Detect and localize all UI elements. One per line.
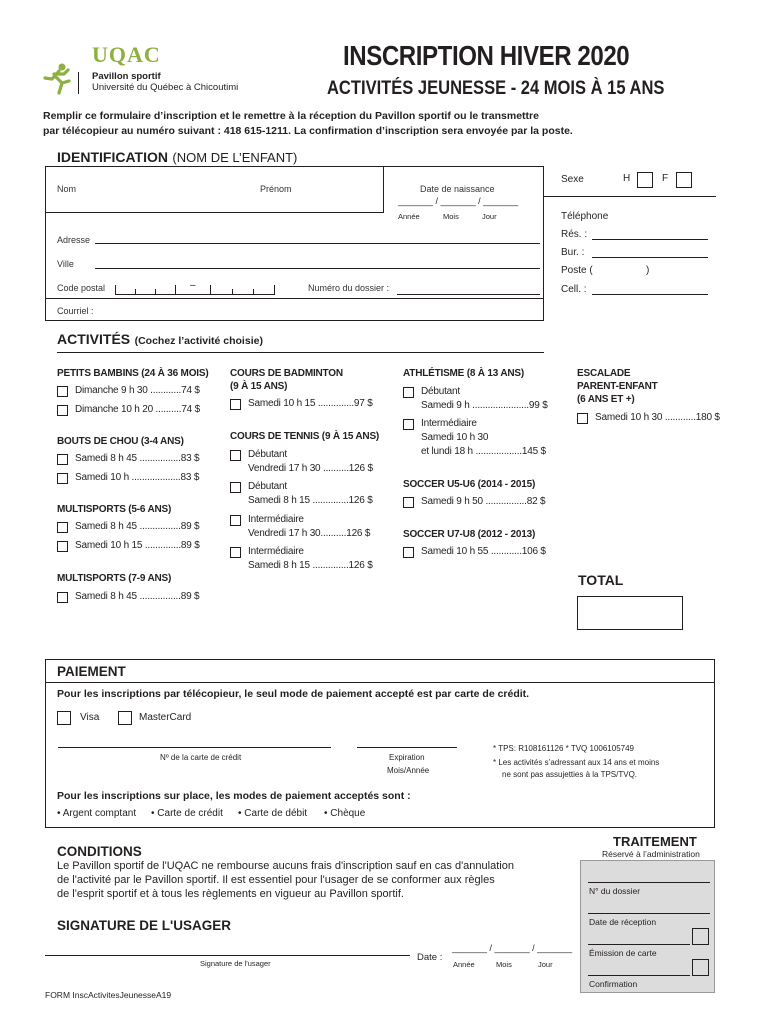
athletisme-2-checkbox[interactable] <box>403 419 414 430</box>
multisports-56-2-checkbox[interactable] <box>57 541 68 552</box>
code-postal-label: Code postal <box>57 283 106 293</box>
athletisme-heading: ATHLÉTISME (8 À 13 ANS) <box>403 368 524 379</box>
visa-label: Visa <box>80 712 100 723</box>
date-reception-label: Date de réception <box>589 917 657 927</box>
sexe-h-checkbox[interactable] <box>637 172 653 188</box>
telephone-label: Téléphone <box>561 211 609 222</box>
mastercard-checkbox[interactable] <box>118 711 132 725</box>
petits-bambins-2-label: Dimanche 10 h 20 ..........74 $ <box>75 404 200 415</box>
date-annee-label: Année <box>398 212 420 221</box>
cell-field[interactable] <box>592 294 708 295</box>
identification-title: IDENTIFICATION (NOM DE L’ENFANT) <box>57 149 298 165</box>
ville-field[interactable] <box>95 268 540 269</box>
tennis-3-level: Intermédiaire <box>248 514 304 525</box>
mode-cheque: • Chèque <box>324 808 366 819</box>
mois-annee-label: Mois/Année <box>387 766 430 775</box>
date-naissance-field[interactable]: _______ / _______ / _______ <box>398 196 519 206</box>
poste-close: ) <box>646 265 650 276</box>
numero-dossier-label: Numéro du dossier : <box>308 283 390 293</box>
tennis-2-checkbox[interactable] <box>230 482 241 493</box>
page-title: INSCRIPTION HIVER 2020 <box>343 40 630 71</box>
adresse-label: Adresse <box>57 235 91 245</box>
logo-line2: Université du Québec à Chicoutimi <box>92 82 239 93</box>
confirmation-checkbox[interactable] <box>692 959 709 976</box>
soccer-u7-heading: SOCCER U7-U8 (2012 - 2013) <box>403 529 536 540</box>
ville-label: Ville <box>57 259 74 269</box>
nom-label: Nom <box>57 184 77 194</box>
tennis-2-level: Débutant <box>248 481 287 492</box>
signature-date-label: Date : <box>417 952 443 963</box>
petits-bambins-1-label: Dimanche 9 h 30 ............74 $ <box>75 385 200 396</box>
visa-checkbox[interactable] <box>57 711 71 725</box>
total-label: TOTAL <box>578 572 624 588</box>
multisports-56-1-label: Samedi 8 h 45 ................89 $ <box>75 521 200 532</box>
traitement-title: TRAITEMENT <box>613 834 697 849</box>
signature-field[interactable] <box>45 955 410 956</box>
credit-card-number-field[interactable] <box>58 747 331 748</box>
petits-bambins-1-checkbox[interactable] <box>57 386 68 397</box>
no-dossier-label: N° du dossier <box>589 886 641 896</box>
date-naissance-label: Date de naissance <box>420 184 495 194</box>
multisports-56-heading: MULTISPORTS (5-6 ANS) <box>57 504 172 515</box>
escalade-checkbox[interactable] <box>577 413 588 424</box>
nom-field[interactable] <box>57 196 257 210</box>
soccer-u5-heading: SOCCER U5-U6 (2014 - 2015) <box>403 479 536 490</box>
emission-carte-label: Émission de carte <box>589 948 657 958</box>
bouts-de-chou-1-checkbox[interactable] <box>57 454 68 465</box>
tennis-3-checkbox[interactable] <box>230 515 241 526</box>
signature-jour-label: Jour <box>538 960 553 969</box>
multisports-56-1-checkbox[interactable] <box>57 522 68 533</box>
tennis-heading: COURS DE TENNIS (9 À 15 ANS) <box>230 431 380 442</box>
bur-field[interactable] <box>592 257 708 258</box>
petits-bambins-2-checkbox[interactable] <box>57 405 68 416</box>
athletisme-1-checkbox[interactable] <box>403 387 414 398</box>
soccer-u7-label: Samedi 10 h 55 ............106 $ <box>421 546 546 557</box>
multisports-56-2-label: Samedi 10 h 15 ..............89 $ <box>75 540 200 551</box>
bouts-de-chou-2-checkbox[interactable] <box>57 473 68 484</box>
soccer-u7-checkbox[interactable] <box>403 547 414 558</box>
escalade-heading: ESCALADE <box>577 368 631 379</box>
mode-debit: • Carte de débit <box>238 808 308 819</box>
athletisme-2-time: Samedi 10 h 30 <box>421 432 489 443</box>
paiement-title: PAIEMENT <box>57 664 126 679</box>
athletisme-2-label: et lundi 18 h ..................145 $ <box>421 446 546 457</box>
multisports-79-heading: MULTISPORTS (7-9 ANS) <box>57 573 172 584</box>
tps-tvq: * TPS: R108161126 * TVQ 1006105749 <box>493 744 634 753</box>
mode-cash: • Argent comptant <box>57 808 137 819</box>
res-label: Rés. : <box>561 229 588 240</box>
activites-title: ACTIVITÉS (Cochez l’activité choisie) <box>57 331 263 347</box>
soccer-u5-label: Samedi 9 h 50 ................82 $ <box>421 496 546 507</box>
conditions-line2: de l'activité par le Pavillon sportif. Il est essentiel pour l'usager de se conformer aux règles <box>57 874 495 886</box>
mastercard-label: MasterCard <box>139 712 192 723</box>
courriel-label: Courriel : <box>57 306 94 316</box>
tennis-1-checkbox[interactable] <box>230 450 241 461</box>
bur-label: Bur. : <box>561 247 585 258</box>
prenom-label: Prénom <box>260 184 292 194</box>
athletisme-1-level: Débutant <box>421 386 460 397</box>
logo-wordmark: UQAC <box>92 42 161 67</box>
sexe-h-label: H <box>623 173 631 184</box>
tennis-3-label: Vendredi 17 h 30..........126 $ <box>248 528 371 539</box>
badminton-heading: COURS DE BADMINTON <box>230 368 343 379</box>
poste-field[interactable] <box>600 263 644 277</box>
signature-mois-label: Mois <box>496 960 512 969</box>
date-jour-label: Jour <box>482 212 497 221</box>
adresse-field[interactable] <box>95 243 540 244</box>
runner-icon <box>42 62 72 96</box>
intro-line1: Remplir ce formulaire d’inscription et le remettre à la réception du Pavillon sportif ou le transmettre <box>43 110 539 122</box>
date-mois-label: Mois <box>443 212 459 221</box>
escalade-age: (6 ANS ET +) <box>577 394 635 405</box>
traitement-reserved: Réservé à l’administration <box>602 849 700 859</box>
res-field[interactable] <box>592 239 708 240</box>
tennis-4-checkbox[interactable] <box>230 547 241 558</box>
bouts-de-chou-heading: BOUTS DE CHOU (3-4 ANS) <box>57 436 184 447</box>
sexe-f-checkbox[interactable] <box>676 172 692 188</box>
no-dossier-field[interactable] <box>588 882 710 883</box>
date-reception-field[interactable] <box>588 913 710 914</box>
bouts-de-chou-1-label: Samedi 8 h 45 ................83 $ <box>75 453 200 464</box>
signature-title: SIGNATURE DE L'USAGER <box>57 918 231 933</box>
tax-note-1: * Les activités s’adressant aux 14 ans et moins <box>493 758 660 767</box>
credit-card-number-label: Nº de la carte de crédit <box>160 753 242 762</box>
poste-label: Poste ( <box>561 265 593 276</box>
expiration-label: Expiration <box>389 753 425 762</box>
sexe-label: Sexe <box>561 174 584 185</box>
athletisme-2-level: Intermédiaire <box>421 418 477 429</box>
multisports-79-1-checkbox[interactable] <box>57 592 68 603</box>
expiration-field[interactable] <box>357 747 457 748</box>
athletisme-1-label: Samedi 9 h ......................99 $ <box>421 400 548 411</box>
form-id: FORM InscActivitesJeunesseA19 <box>45 990 172 1000</box>
conditions-line1: Le Pavillon sportif de l'UQAC ne rembourse aucuns frais d'inscription sauf en cas d'annulation <box>57 860 514 872</box>
logo-line1: Pavillon sportif <box>92 71 161 82</box>
prenom-field[interactable] <box>260 196 380 210</box>
badminton-age: (9 À 15 ANS) <box>230 381 288 392</box>
signature-annee-label: Année <box>453 960 475 969</box>
total-field[interactable] <box>577 596 683 630</box>
emission-carte-checkbox[interactable] <box>692 928 709 945</box>
tennis-4-level: Intermédiaire <box>248 546 304 557</box>
tennis-2-label: Samedi 8 h 15 ..............126 $ <box>248 495 373 506</box>
conditions-line3: de l'esprit sportif et à tous les règlements en vigueur au Pavillon sportif. <box>57 888 404 900</box>
fax-note: Pour les inscriptions par télécopieur, le seul mode de paiement accepté est par carte de crédit. <box>57 688 530 700</box>
tax-note-2: ne sont pas assujetties à la TPS/TVQ. <box>502 770 638 779</box>
multisports-79-1-label: Samedi 8 h 45 ................89 $ <box>75 591 200 602</box>
signature-date-field[interactable]: _______ / _______ / _______ <box>452 943 573 953</box>
numero-dossier-field[interactable] <box>397 294 540 295</box>
bouts-de-chou-2-label: Samedi 10 h ...................83 $ <box>75 472 200 483</box>
confirmation-label: Confirmation <box>589 979 638 989</box>
courriel-field[interactable] <box>100 303 540 317</box>
conditions-title: CONDITIONS <box>57 844 142 859</box>
escalade-label: Samedi 10 h 30 ............180 $ <box>595 412 720 423</box>
badminton-label: Samedi 10 h 15 ..............97 $ <box>248 398 373 409</box>
cell-label: Cell. : <box>561 284 587 295</box>
onsite-note: Pour les inscriptions sur place, les modes de paiement acceptés sont : <box>57 790 411 802</box>
badminton-checkbox[interactable] <box>230 399 241 410</box>
petits-bambins-heading: PETITS BAMBINS (24 À 36 MOIS) <box>57 368 209 379</box>
intro-line2: par télécopieur au numéro suivant : 418 615-1211. La confirmation d’inscription sera envoyée par la poste. <box>43 125 573 137</box>
tennis-1-level: Débutant <box>248 449 287 460</box>
soccer-u5-checkbox[interactable] <box>403 497 414 508</box>
signature-label: Signature de l'usager <box>200 959 271 968</box>
sexe-f-label: F <box>662 173 669 184</box>
escalade-heading-2: PARENT-ENFANT <box>577 381 658 392</box>
logo-divider <box>78 72 79 94</box>
tennis-1-label: Vendredi 17 h 30 ..........126 $ <box>248 463 373 474</box>
mode-credit: • Carte de crédit <box>151 808 223 819</box>
tennis-4-label: Samedi 8 h 15 ..............126 $ <box>248 560 373 571</box>
page-subtitle: ACTIVITÉS JEUNESSE - 24 MOIS À 15 ANS <box>327 78 665 99</box>
